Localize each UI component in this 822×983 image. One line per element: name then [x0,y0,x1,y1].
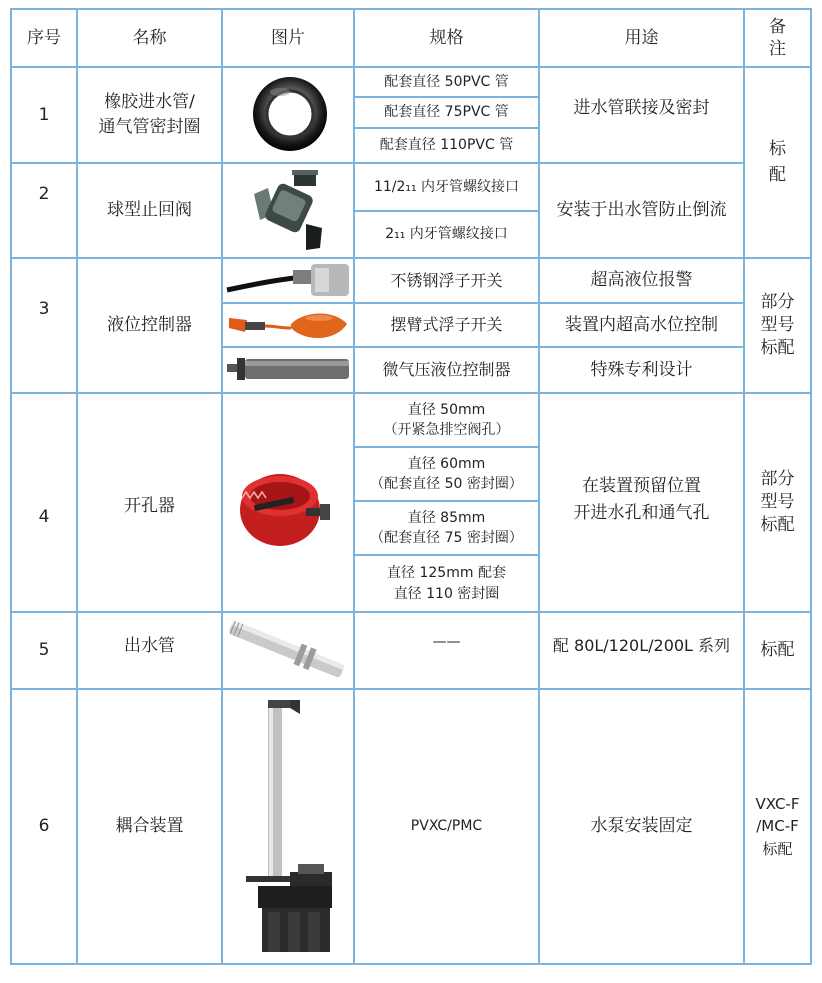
row1-no: 1 [38,104,50,125]
rubber-seal-ring-image [250,74,330,154]
row6-usage: 水泵安装固定 [590,816,693,837]
outlet-pipe-image [224,615,352,687]
row6-spec: PVXC/PMC [410,818,483,835]
row5-remark: 标配 [760,640,795,661]
row4-no: 4 [38,506,50,527]
row2-usage: 安装于出水管防止倒流 [556,200,727,221]
swing-arm-float-switch-image [225,306,351,344]
row1-spec-3: 配套直径 110PVC 管 [379,137,514,154]
row4-spec-2: 直径 60mm （配套直径 50 密封圈） [370,455,523,492]
row3-remark: 部分 型号 标配 [760,292,795,358]
row4-usage: 在装置预留位置 开进水孔和通气孔 [573,475,710,523]
header-image: 图片 [271,27,305,48]
header-spec: 规格 [429,27,464,48]
header-name: 名称 [132,27,167,48]
row3-spec-3: 微气压液位控制器 [382,360,511,380]
row3-no: 3 [38,298,50,319]
row1-name: 橡胶进水管/ 通气管密封圈 [98,92,201,137]
row1-spec-2: 配套直径 75PVC 管 [384,104,509,121]
row2-spec-1: 11/2₁₁ 内牙管螺纹接口 [373,178,520,195]
row3-usage-1: 超高液位报警 [590,270,693,291]
row2-name: 球型止回阀 [107,200,192,221]
row5-name: 出水管 [124,635,175,656]
row4-spec-4: 直径 125mm 配套 直径 110 密封圈 [387,565,506,602]
row1-spec-1: 配套直径 50PVC 管 [384,73,509,90]
hole-saw-image [234,456,334,556]
row4-name: 开孔器 [124,495,175,516]
row5-usage: 配 80L/120L/200L 系列 [552,636,731,656]
row5-spec: —— [432,633,461,650]
row5-no: 5 [38,640,50,661]
row3-name: 液位控制器 [107,315,192,336]
remark-rows-1-2: 标 配 [769,139,786,185]
ball-check-valve-image [250,168,330,252]
row3-usage-2: 装置内超高水位控制 [565,314,718,335]
stainless-float-switch-image [225,262,351,300]
row3-usage-3: 特殊专利设计 [590,359,693,380]
row6-remark: VXC-F /MC-F 标配 [755,794,800,858]
row3-spec-2: 摆臂式浮子开关 [390,315,503,335]
header-no: 序号 [27,27,61,48]
row4-remark: 部分 型号 标配 [760,469,795,535]
row1-usage: 进水管联接及密封 [573,97,710,118]
micro-pressure-level-controller-image [225,352,351,386]
header-usage: 用途 [624,27,659,48]
row6-no: 6 [38,816,50,837]
row3-spec-1: 不锈钢浮子开关 [390,270,503,290]
row4-spec-3: 直径 85mm （配套直径 75 密封圈） [370,509,523,546]
row6-name: 耦合装置 [115,816,184,837]
row2-spec-2: 2₁₁ 内牙管螺纹接口 [385,226,508,243]
row4-spec-1: 直径 50mm （开紧急排空阀孔） [383,401,510,438]
coupling-device-image [238,696,338,958]
row2-no: 2 [38,183,50,204]
header-remark: 备 注 [769,16,786,59]
